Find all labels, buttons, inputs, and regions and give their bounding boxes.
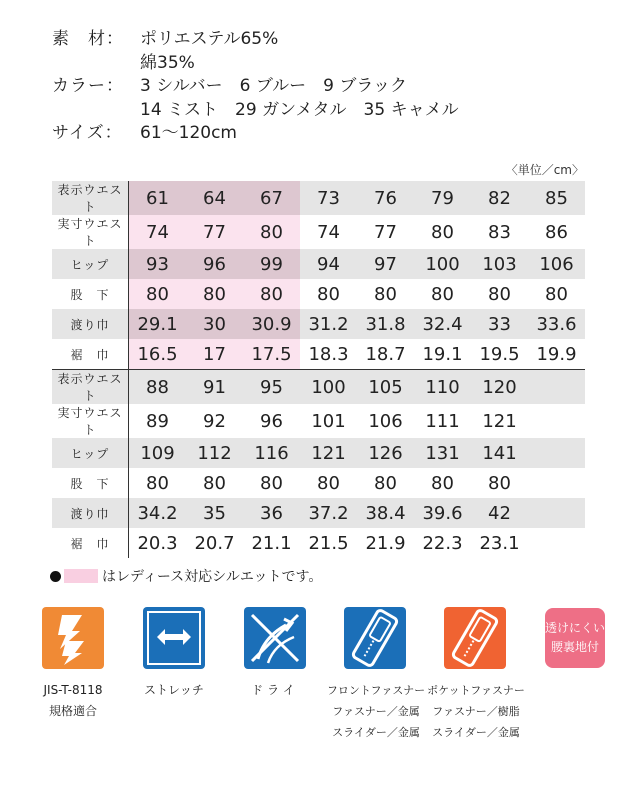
size-cell: 37.2 (300, 498, 357, 528)
size-cell: 39.6 (414, 498, 471, 528)
size-cell: 96 (186, 249, 243, 279)
size-cell: 112 (186, 438, 243, 468)
size-cell: 33 (471, 309, 528, 339)
color-line-2: 14 ミスト 29 ガンメタル 35 キャメル (140, 99, 459, 120)
row-label: 股 下 (52, 279, 129, 309)
size-cell: 101 (311, 410, 346, 432)
color-line-1: 3 シルバー 6 ブルー 9 ブラック (140, 76, 408, 96)
pocket-zipper-icon (444, 607, 506, 669)
badge-line-2: 腰裏地付 (550, 640, 599, 654)
lightning-icon (42, 607, 104, 669)
size-cell (528, 404, 585, 438)
size-cell: 103 (471, 249, 528, 279)
size-cell: 61 (129, 181, 187, 215)
material-label: 素 材： (52, 29, 124, 49)
front-zipper-caption-line-1: フロントファスナー (326, 684, 426, 697)
size-cell: 19.5 (479, 343, 520, 365)
size-table (52, 181, 585, 558)
size-cell: 88 (129, 370, 187, 405)
size-value: 61～120cm (140, 123, 237, 143)
size-cell: 16.5 (129, 339, 187, 370)
size-cell: 21.1 (251, 532, 292, 554)
size-cell: 77 (186, 215, 243, 249)
badge-line-1: 透けにくい (545, 621, 606, 635)
size-cell: 80 (488, 283, 511, 305)
row-label: 実寸ウエスト (52, 215, 129, 249)
row-label: 股 下 (52, 468, 129, 498)
stretch-caption (134, 680, 214, 701)
size-cell: 83 (488, 221, 511, 243)
size-cell: 106 (528, 249, 585, 279)
size-cell: 111 (425, 410, 460, 432)
pocket-zipper-caption-line-1: ポケットファスナー (427, 684, 525, 697)
size-cell: 33.6 (528, 309, 585, 339)
size-cell: 22.3 (422, 532, 463, 554)
size-cell: 141 (471, 438, 528, 468)
size-row (52, 498, 585, 528)
material-line-1: ポリエステル65% (140, 29, 279, 49)
size-row (52, 181, 585, 215)
jis-caption-line-1: JIS-T-8118 (43, 683, 103, 697)
front-zipper-caption-line-3: スライダー／金属 (332, 726, 420, 739)
size-cell (528, 468, 585, 498)
size-cell (528, 438, 585, 468)
size-cell: 73 (300, 181, 357, 215)
size-cell: 82 (471, 181, 528, 215)
size-row (52, 249, 585, 279)
size-cell: 17.5 (243, 339, 300, 370)
size-label: サイズ： (52, 123, 123, 143)
size-cell: 120 (471, 370, 528, 405)
size-cell: 80 (431, 221, 454, 243)
row-label: 渡り巾 (52, 498, 129, 528)
size-cell: 80 (129, 279, 187, 309)
front-zipper-caption-line-2: ファスナー／金属 (332, 705, 420, 718)
size-cell: 32.4 (414, 309, 471, 339)
size-cell: 80 (243, 279, 300, 309)
size-cell: 23.1 (479, 532, 520, 554)
size-cell: 80 (431, 472, 454, 494)
legend-text: はレディース対応シルエットです。 (102, 569, 323, 585)
row-label: ヒップ (52, 249, 129, 279)
size-cell: 76 (357, 181, 414, 215)
jis-caption (20, 680, 126, 722)
size-cell: 80 (203, 472, 226, 494)
dry-caption (235, 680, 315, 701)
size-cell: 110 (414, 370, 471, 405)
size-cell: 67 (243, 181, 300, 215)
size-cell: 77 (374, 221, 397, 243)
size-cell: 38.4 (357, 498, 414, 528)
row-label: 裾 巾 (52, 528, 129, 558)
size-row (52, 528, 585, 558)
size-row (52, 468, 585, 498)
size-row (52, 404, 585, 438)
size-cell: 80 (545, 283, 568, 305)
stretch-caption-line: ストレッチ (144, 683, 204, 697)
stretch-arrows-icon (143, 607, 205, 669)
size-cell: 99 (243, 249, 300, 279)
size-cell: 80 (243, 215, 300, 249)
size-cell: 80 (488, 472, 511, 494)
size-row (52, 438, 585, 468)
dry-caption-line: ドライ (251, 683, 299, 697)
size-cell: 17 (186, 339, 243, 370)
ladies-swatch (64, 569, 98, 583)
size-cell: 36 (243, 498, 300, 528)
size-cell: 85 (528, 181, 585, 215)
row-label: 表示ウエスト (52, 370, 129, 405)
size-row (52, 370, 585, 405)
size-row (52, 339, 585, 370)
color-label: カラー： (52, 76, 124, 96)
size-cell: 74 (317, 221, 340, 243)
size-cell: 126 (357, 438, 414, 468)
size-cell (528, 498, 585, 528)
size-cell: 92 (203, 410, 226, 432)
size-row (52, 309, 585, 339)
size-cell: 79 (414, 181, 471, 215)
size-cell: 34.2 (129, 498, 187, 528)
size-cell: 91 (186, 370, 243, 405)
size-row (52, 215, 585, 249)
size-cell: 64 (186, 181, 243, 215)
row-label: 表示ウエスト (52, 181, 129, 215)
size-cell: 96 (260, 410, 283, 432)
size-cell: 86 (545, 221, 568, 243)
size-cell: 21.5 (308, 532, 349, 554)
size-cell (528, 528, 585, 558)
bullet-dot (50, 571, 61, 582)
size-cell: 80 (374, 472, 397, 494)
row-label: ヒップ (52, 438, 129, 468)
unit-note: 〈単位／cm〉 (505, 163, 584, 177)
size-cell: 30.9 (243, 309, 300, 339)
size-cell: 31.2 (300, 309, 357, 339)
size-cell: 116 (243, 438, 300, 468)
size-cell: 89 (146, 410, 169, 432)
pocket-zipper-caption-line-3: スライダー／金属 (432, 726, 520, 739)
size-cell: 42 (471, 498, 528, 528)
size-cell: 80 (146, 472, 169, 494)
size-cell: 95 (243, 370, 300, 405)
row-label: 実寸ウエスト (52, 404, 129, 438)
size-cell: 19.9 (536, 343, 577, 365)
size-cell (528, 370, 585, 405)
size-cell: 31.8 (357, 309, 414, 339)
jis-caption-line-2: 規格適合 (48, 704, 97, 718)
size-cell: 106 (368, 410, 403, 432)
size-cell: 121 (482, 410, 517, 432)
size-cell: 80 (317, 283, 340, 305)
front-zipper-icon (344, 607, 406, 669)
size-cell: 94 (300, 249, 357, 279)
size-cell: 80 (431, 283, 454, 305)
size-cell: 105 (357, 370, 414, 405)
size-cell: 19.1 (422, 343, 463, 365)
size-cell: 97 (357, 249, 414, 279)
see-through-lining-badge (545, 608, 605, 668)
pocket-zipper-caption (426, 680, 526, 743)
size-cell: 80 (260, 472, 283, 494)
size-cell: 100 (300, 370, 357, 405)
material-line-2: 綿35% (140, 52, 195, 73)
size-cell: 29.1 (129, 309, 187, 339)
size-cell: 109 (129, 438, 187, 468)
size-cell: 80 (374, 283, 397, 305)
size-cell: 35 (186, 498, 243, 528)
row-label: 裾 巾 (52, 339, 129, 370)
size-cell: 80 (317, 472, 340, 494)
size-cell: 80 (186, 279, 243, 309)
material-spec (52, 28, 459, 146)
front-zipper-caption (326, 680, 426, 743)
size-cell: 100 (414, 249, 471, 279)
size-cell: 74 (129, 215, 187, 249)
legend (50, 566, 322, 586)
size-row (52, 279, 585, 309)
size-cell: 93 (129, 249, 187, 279)
size-cell: 131 (414, 438, 471, 468)
size-cell: 20.7 (194, 532, 235, 554)
size-cell: 30 (186, 309, 243, 339)
size-cell: 18.7 (365, 343, 406, 365)
size-cell: 21.9 (365, 532, 406, 554)
row-label: 渡り巾 (52, 309, 129, 339)
pocket-zipper-caption-line-2: ファスナー／樹脂 (432, 705, 520, 718)
size-cell: 20.3 (137, 532, 178, 554)
dry-airflow-icon (244, 607, 306, 669)
size-cell: 121 (300, 438, 357, 468)
size-cell: 18.3 (308, 343, 349, 365)
